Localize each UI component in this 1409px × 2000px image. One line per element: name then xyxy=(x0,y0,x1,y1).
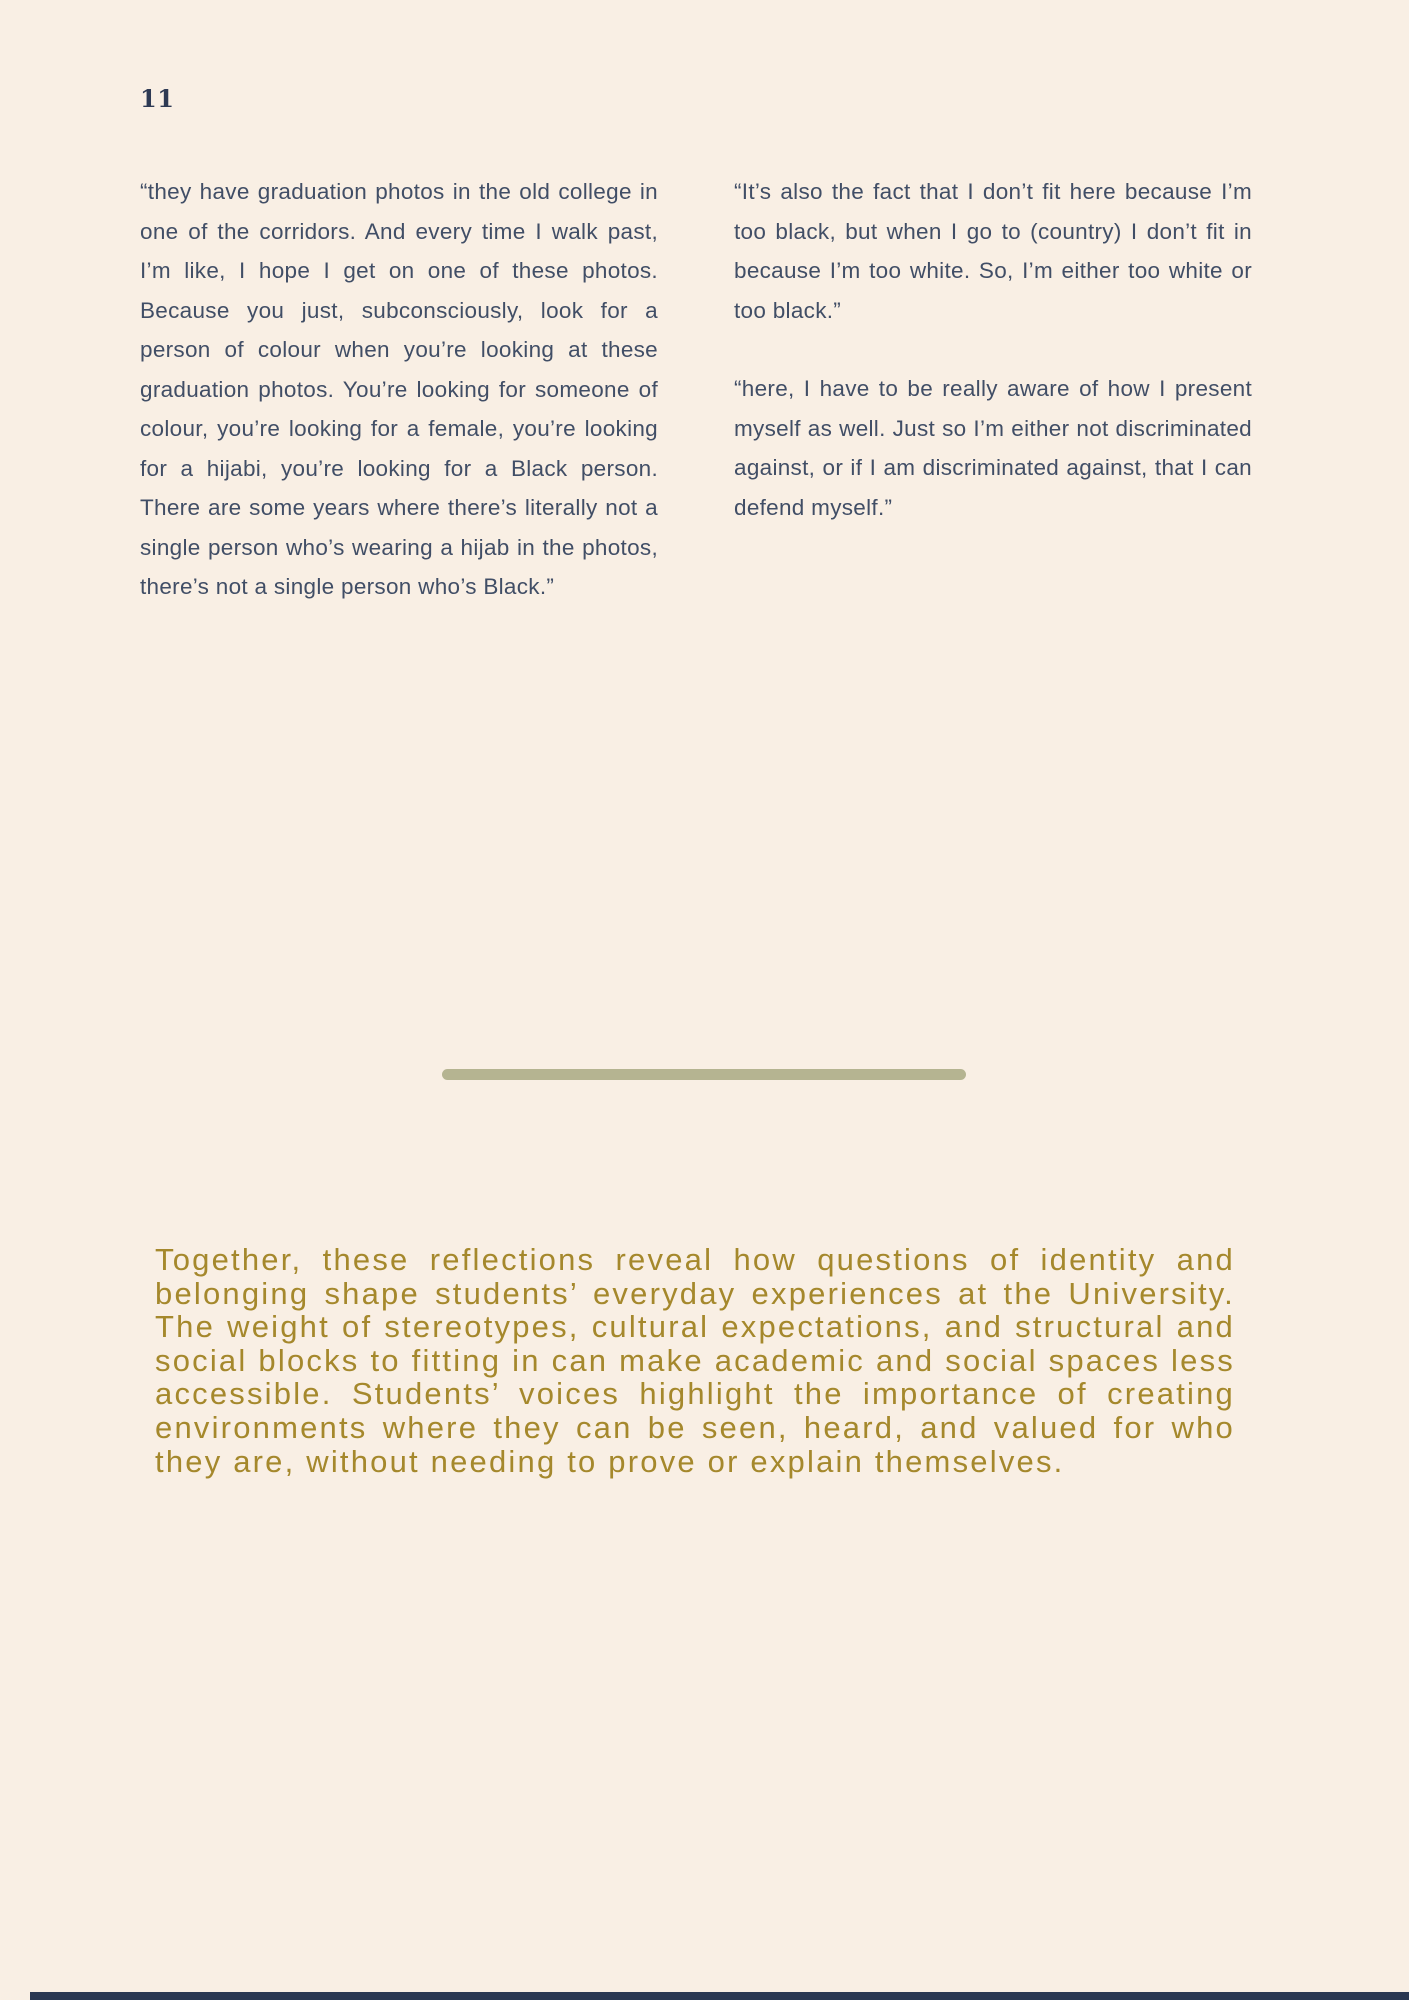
divider-line xyxy=(442,1069,966,1080)
quote-column-left xyxy=(140,172,658,607)
quote-paragraph: “here, I have to be really aware of how I present myself as well. Just so I’m either not discriminated against, or if I am discriminated against, that I can defend myself.” xyxy=(734,376,1252,520)
summary-paragraph: Together, these reflections reveal how questions of identity and belonging shape students’ everyday experiences at the University. The weight of stereotypes, cultural expectations, and structural and social blocks to fitting in can make academic and social spaces less accessible. Students’ voices highlight the importance of creating environments where they can be seen, heard, and valued for who they are, without needing to prove or explain themselves. xyxy=(155,1242,1235,1479)
page-number: 11 xyxy=(140,84,175,113)
quote-column-right xyxy=(734,172,1252,607)
quotes-section xyxy=(140,172,1252,607)
quote-paragraph: “they have graduation photos in the old college in one of the corridors. And every time I walk past, I’m like, I hope I get on one of these photos. Because you just, subconsciously, look for a person of colour when you’re looking at these graduation photos. You’re looking for someone of colour, you’re looking for a female, you’re looking for a hijabi, you’re looking for a Black person. There are some years where there’s literally not a single person who’s wearing a hijab in the photos, there’s not a single person who’s Black.” xyxy=(140,179,658,599)
quote-paragraph: “It’s also the fact that I don’t fit here because I’m too black, but when I go to (country) I don’t fit in because I’m too white. So, I’m either too white or too black.” xyxy=(734,179,1252,323)
footer-bar xyxy=(30,1992,1409,2000)
